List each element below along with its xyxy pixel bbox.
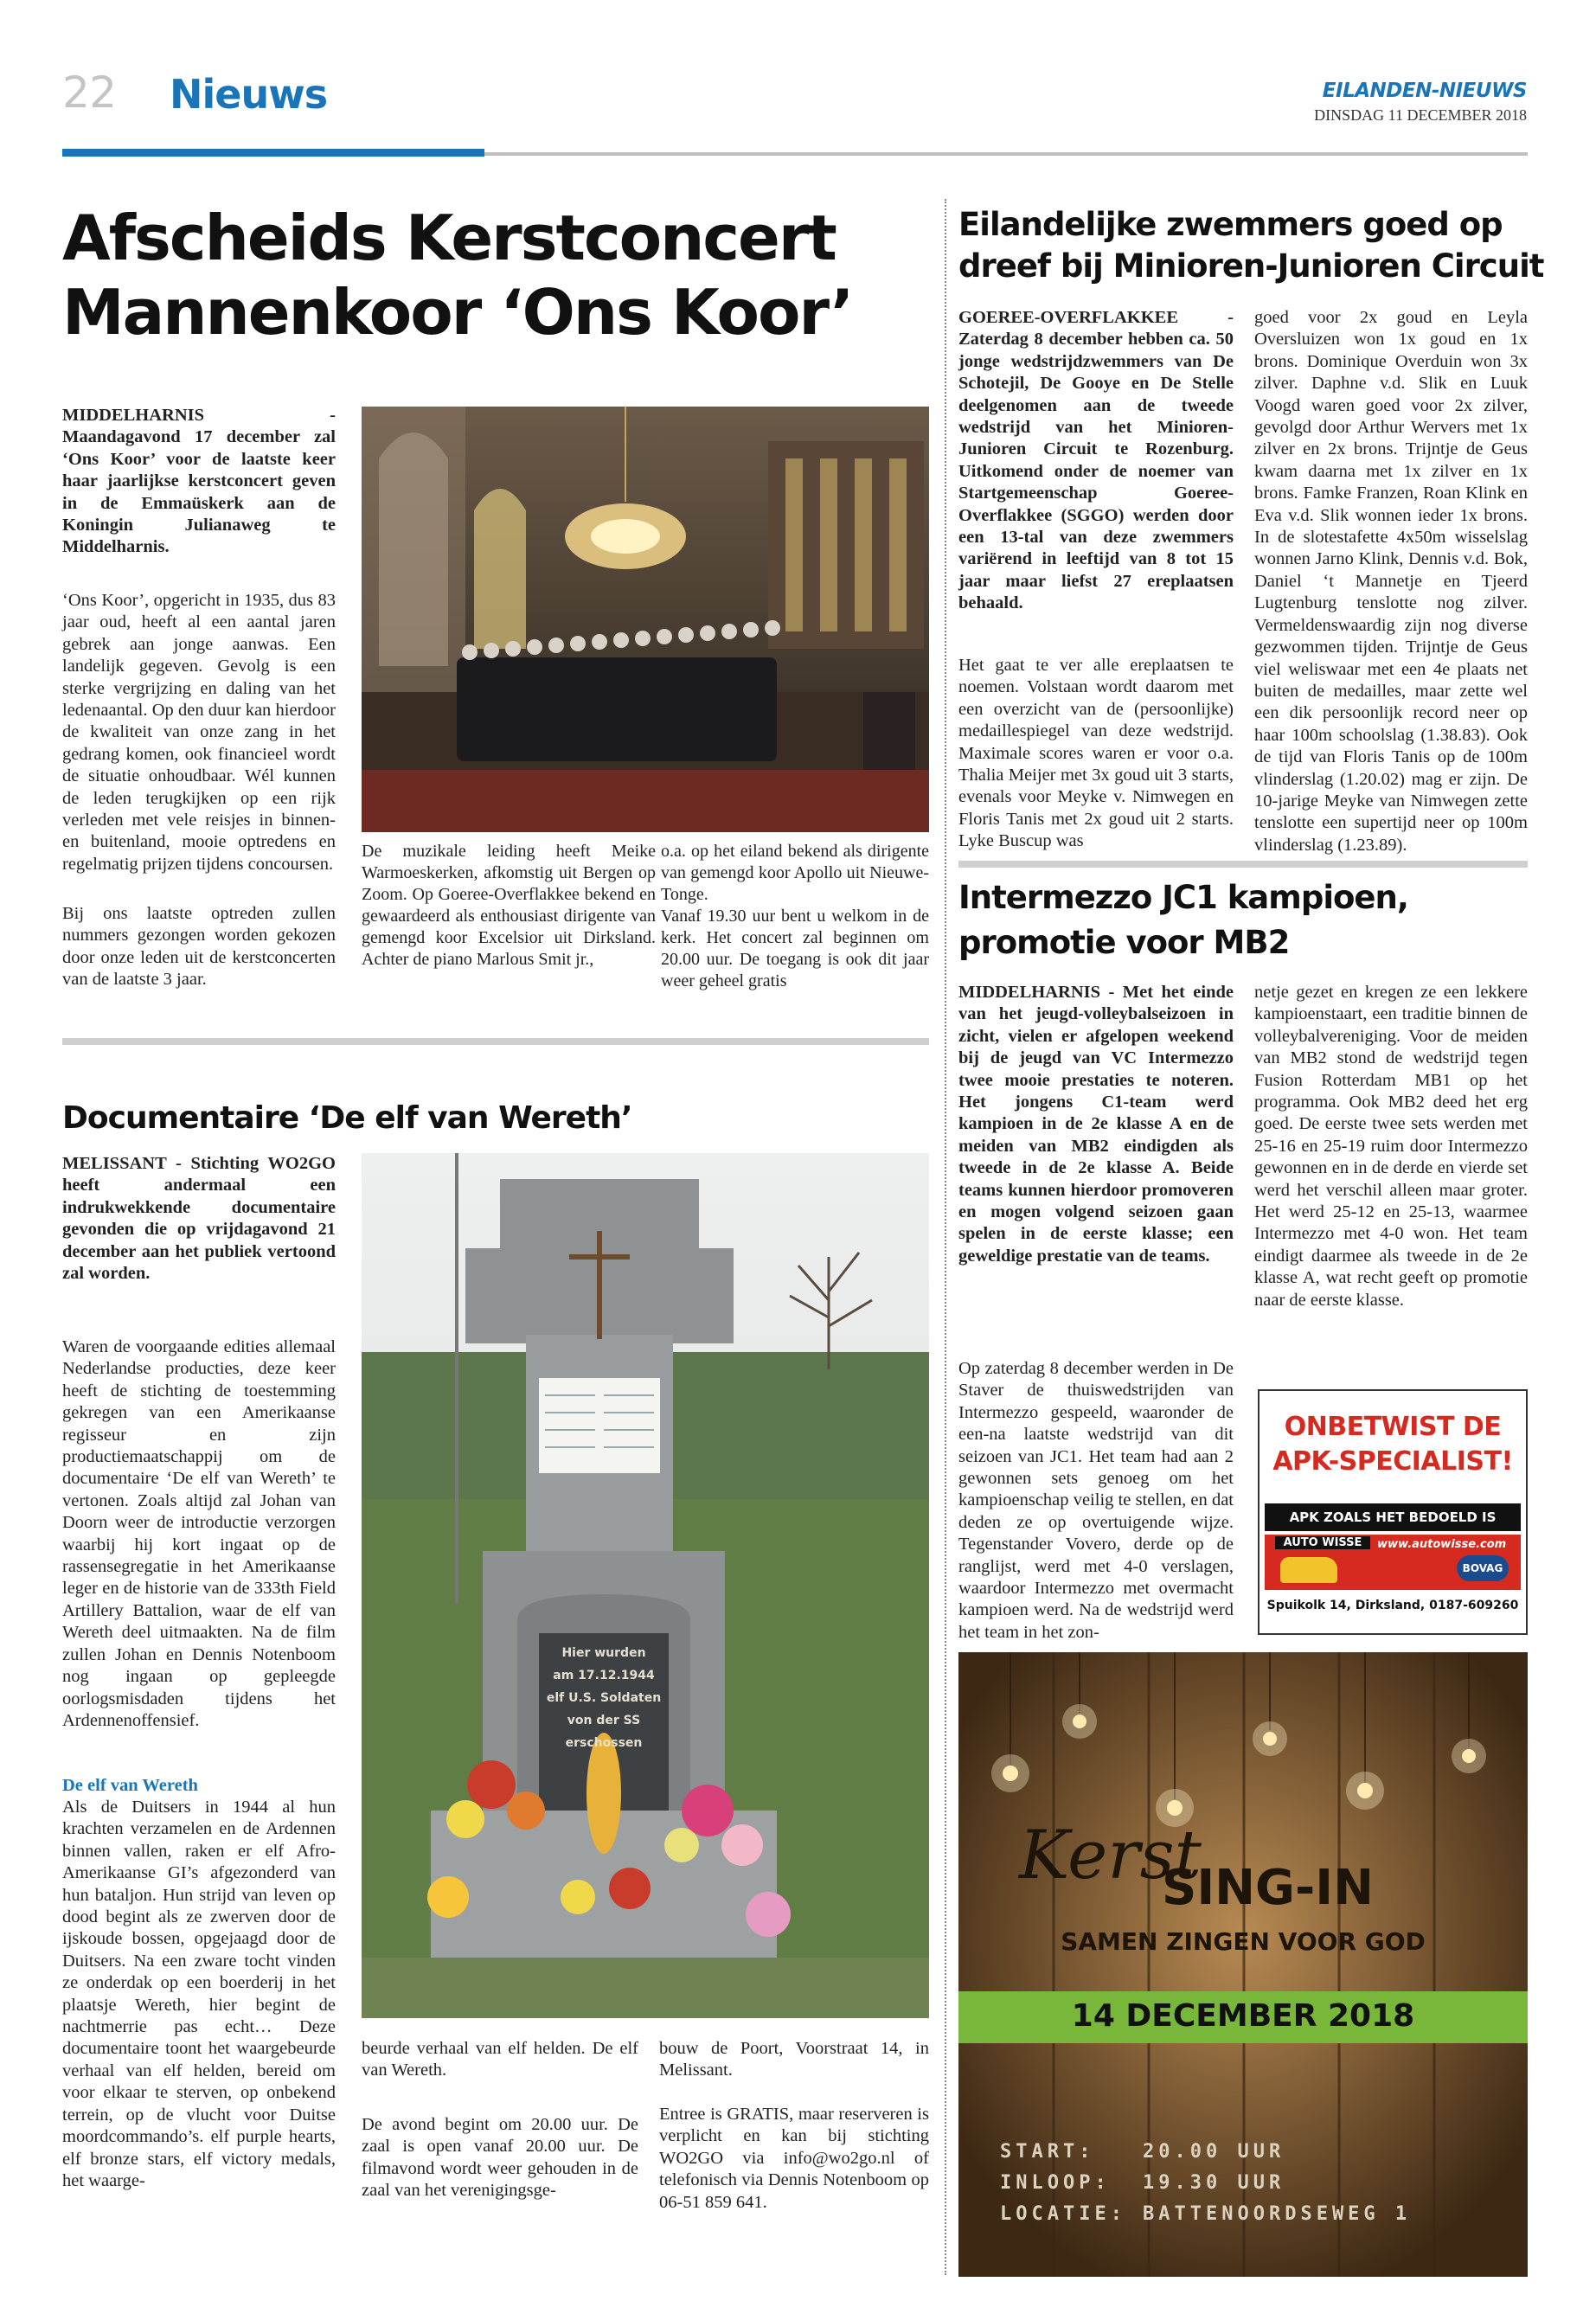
volley-lead: MIDDELHARNIS - Met het einde van het jeugd-volleybalseizoen in zicht, vielen er afgelopen weekend bij de jeugd van VC Intermezzo twee mooie prestaties te noteren. Het jongens C1-team werd kampioen in de 2e klasse A en de meiden van MB2 eindigden als tweede in de 2e klasse A. Beide teams kunnen hierdoor promoveren en mogen volgend seizoen gaan spelen in de eerste klasse; een geweldige prestatie van de teams.: [958, 983, 1234, 1266]
docu-body2: Als de Duitsers in 1944 al hun krachten verzamelen en de Ardennen binnen vallen, raken er elf Afro-Amerikaanse GI’s afgezonderd van hun bataljon. Hun strijd van leven op dood begint als ze zwerven door de ijskoude bossen, opgejaagd door de Duitsers. Na een zware tocht vinden ze onderdak op een boerderij in het plaatsje Wereth, hier begint de nachtmerrie pas echt… Deze documentaire toont het waargebeurde verhaal van elf helden, bereid om voor elkaar te sterven, op onbekend terrein, op de vlucht voor Duitse moordcommando’s. elf purple hearts, elf bronze stars, elf victory medals, het waarge-: [62, 1798, 336, 2190]
choir-photo-illustration: [362, 407, 929, 832]
apk-brand-bar: [1265, 1535, 1521, 1590]
koor-title: [62, 201, 852, 349]
plaque-line: von der SS: [567, 1714, 641, 1727]
koor-body5: Vanaf 19.30 uur bent u welkom in de kerk. Het concert zal beginnen om 20.00 uur. De toegang is ook dit jaar weer geheel gratis: [661, 907, 929, 990]
header-rule: [484, 152, 1528, 156]
monument-photo: [362, 1153, 929, 2018]
zwem-body2: goed voor 2x goud en Leyla Oversluizen won 1x goud en 1x brons. Dominique Overduin won 3x zilver. Daphne v.d. Slik en Luuk Voogd waren goed voor 2x zilver, gevolgd door Arthur Wervers met 1x zilver en 2x brons. Trijntje de Geus kwam daarna met 1x zilver en 1x brons. Famke Franzen, Roan Klink en Eva v.d. Slik wonnen ieder 1x brons. In de slotestafette 4x50m wisselslag wonnen Jarno Klink, Dennis v.d. Bok, Daniel ‘t Mannetje en Tjeerd Lugtenburg tenslotte nog zilver. Vermeldenswaardig zijn nog diverse gezwommen tijden. Trijntje de Geus viel weliswaar met een 4e plaats net buiten de medailles, maar zette wel een dik persoonlijk record neer op haar 100m schoolslag (1.38.83). Ook de tijd van Floris Tanis op de 100m vlinderslag (1.20.02) mag er zijn. De 10-jarige Meyke van Nimwegen zette tenslotte een supertijd neer op 100m vlinderslag (1.23.89).: [1254, 308, 1528, 855]
apk-brand-name: AUTO WISSE: [1275, 1536, 1370, 1549]
apk-car-icon: [1280, 1557, 1337, 1583]
zwem-lead: GOEREE-OVERFLAKKEE - Zaterdag 8 december hebben ca. 50 jonge wedstrijdzwemmers van De Schotejil, De Gooye en De Stelle deelgenomen aan de tweede wedstrijd van het Minioren-Junioren Circuit te Rozenburg. Uitkomend onder de noemer van Startgemeenschap Goeree-Overflakkee (SGGO) werden door een 13-tal van deze zwemmers variërend in leeftijd van 8 tot 15 jaar maar liefst 27 ereplaatsen behaald.: [958, 308, 1234, 613]
singin-date: 14 DECEMBER 2018: [1071, 1998, 1415, 2034]
choir-photo: [362, 407, 929, 832]
docu-title: Documentaire ‘De elf van Wereth’: [62, 1100, 632, 1136]
masthead-logo: EILANDEN-NIEUWS: [1322, 80, 1527, 102]
info-row-start: START: 20.00 UUR: [1000, 2141, 1285, 2163]
apk-headline-line1: ONBETWIST DE: [1284, 1412, 1502, 1442]
kerst-script: Kerst: [1019, 1817, 1202, 1894]
koor-title-line2: Mannenkoor ‘Ons Koor’: [62, 276, 853, 349]
apk-url[interactable]: www.autowisse.com: [1377, 1538, 1507, 1551]
monument-photo-illustration: [362, 1153, 929, 2018]
page-number: 22: [62, 67, 117, 118]
zwem-title-line2: dreef bij Minioren-Junioren Circuit: [958, 247, 1544, 285]
singin-subtitle: SAMEN ZINGEN VOOR GOD: [1061, 1927, 1426, 1956]
singin-title: SING-IN: [1162, 1860, 1374, 1916]
section-separator: [62, 1038, 929, 1045]
header-rule-accent: [62, 149, 484, 157]
section-title: Nieuws: [170, 71, 328, 118]
koor-body3: De muzikale leiding heeft Meike Warmoeskerken, afkomstig uit Bergen op Zoom. Op Goeree-Overflakkee bekend en gewaardeerd als enthousiast dirigente van gemengd koor Excelsior uit Dirksland. Achter de piano Marlous Smit jr.,: [362, 842, 656, 969]
koor-body2: Bij ons laatste optreden zullen nummers gezongen worden gekozen door onze leden uit de kerstconcerten van de laatste 3 jaar.: [62, 904, 336, 990]
info-row-locatie: LOCATIE: BATTENOORDSEWEG 1: [1000, 2203, 1412, 2225]
plaque-line: erschossen: [565, 1736, 643, 1750]
docu-body6: Entree is GRATIS, maar reserveren is verplicht en kan bij stichting WO2GO via info@wo2go.nl of telefonisch via Dennis Notenboom op 06-51 859 641.: [659, 2105, 929, 2212]
volley-title-line2: promotie voor MB2: [958, 924, 1290, 961]
issue-date: DINSDAG 11 DECEMBER 2018: [1314, 106, 1527, 124]
plaque-line: elf U.S. Soldaten: [546, 1691, 662, 1705]
docu-body3: beurde verhaal van elf helden. De elf van Wereth.: [362, 2039, 638, 2080]
koor-body1: ‘Ons Koor’, opgericht in 1935, dus 83 jaar oud, heeft al een aantal jaren gebrek aan jonge aanwas. Een landelijk gegeven. Gevolg is een sterke vergrijzing en daling van het ledenaantal. Op den duur kan hierdoor de kwaliteit van onze zang in het gedrang komen, ook financieel wordt de situatie onhoudbaar. Wél kunnen de leden terugkijken op een rijk verleden met vele reisjes in binnen- en buitenland, mooie optredens en regelmatig prijzen tijdens concoursen.: [62, 591, 336, 874]
volley-body2: netje gezet en kregen ze een lekkere kampioenstaart, een traditie binnen de volleybalvereniging. Voor de meiden van MB2 stond de wedstrijd tegen Fusion Rotterdam MB1 op het programma. Ook MB2 deed het erg goed. De eerste twee sets werden met 25-16 en 25-19 ruim door Intermezzo gewonnen en in de derde en vierde set werd het verschil alleen maar groter. Het werd 25-12 en 25-13, waarmee Intermezzo met 4-0 won. Het team eindigt daarmee als tweede in de 2e klasse A, wat recht geeft op promotie naar de eerste klasse.: [1254, 983, 1528, 1310]
plaque-line: Hier wurden: [561, 1646, 646, 1660]
volley-title-line1: Intermezzo JC1 kampioen,: [958, 879, 1408, 916]
volley-title: [958, 875, 1408, 965]
docu-lead: MELISSANT - Stichting WO2GO heeft andermaal een indrukwekkende documentaire gevonden die op vrijdagavond 21 december aan het publiek vertoond zal worden.: [62, 1154, 336, 1284]
apk-slogan-bar: APK ZOALS HET BEDOELD IS: [1265, 1503, 1521, 1531]
plaque-line: am 17.12.1944: [553, 1669, 655, 1682]
section-separator: [958, 861, 1528, 868]
column-divider: [945, 199, 946, 2275]
apk-advertisement[interactable]: [1258, 1389, 1528, 1635]
koor-title-line1: Afscheids Kerstconcert: [62, 202, 836, 274]
monument-plaque-text: [539, 1642, 669, 1754]
kerst-singin-advertisement[interactable]: [958, 1652, 1528, 2277]
koor-body4: o.a. op het eiland bekend als dirigente van gemengd koor Apollo uit Nieuwe-Tonge.: [661, 842, 929, 904]
docu-body4: De avond begint om 20.00 uur. De zaal is open vanaf 20.00 uur. De filmavond wordt weer gehouden in de zaal van het verenigingsge-: [362, 2115, 638, 2201]
bovag-badge: BOVAG: [1457, 1555, 1509, 1581]
apk-headline: [1259, 1410, 1526, 1479]
zwem-title: [958, 204, 1543, 287]
zwem-body1: Het gaat te ver alle ereplaatsen te noemen. Volstaan wordt daarom met een overzicht van de (persoonlijke) medaillespiegel van deze wedstrijd. Maximale scores waren er voor o.a. Thalia Meijer met 3x goud uit 3 starts, evenals voor Meyke v. Nimwegen en Floris Tanis met 2x goud uit 2 starts. Lyke Buscup was: [958, 656, 1234, 851]
zwem-title-line1: Eilandelijke zwemmers goed op: [958, 206, 1503, 243]
docu-body1: Waren de voorgaande edities allemaal Nederlandse producties, deze keer heeft de stichting de toestemming gekregen van een Amerikaanse regisseur en zijn productiemaatschappij om de documentaire ‘De elf van Wereth’ te vertonen. Zoals altijd zal Johan van Doorn weer de introductie verzorgen waarbij hij kort ingaat op de rassensegregatie in het Amerikaanse leger en de historie van de 333th Field Artillery Battalion, waar de elf van Wereth deel uitmaakten. Na de film zullen Johan en Dennis Notenboom nog ingaan op gepleegde oorlogsmisdaden tijdens het Ardennenoffensief.: [62, 1337, 336, 1730]
singin-info: [1000, 2137, 1502, 2230]
koor-lead: MIDDELHARNIS - Maandagavond 17 december zal ‘Ons Koor’ voor de laatste keer haar jaarlijkse kerstconcert geven in de Emmaüskerk aan de Koningin Julianaweg te Middelharnis.: [62, 406, 336, 557]
docu-body5: bouw de Poort, Voorstraat 14, in Melissant.: [659, 2039, 929, 2080]
info-row-inloop: INLOOP: 19.30 UUR: [1000, 2172, 1285, 2194]
apk-address: Spuikolk 14, Dirksland, 0187-609260: [1266, 1599, 1519, 1612]
apk-headline-line2: APK-SPECIALIST!: [1272, 1446, 1513, 1477]
volley-body1: Op zaterdag 8 december werden in De Staver de thuiswedstrijden van Intermezzo gespeeld, waaronder de een-na laatste wedstrijd van dit seizoen van JC1. Het team had aan 2 gewonnen sets genoeg om het kampioenschap veilig te stellen, en dat deden ze op overtuigende wijze. Tegenstander Vovero, derde op de ranglijst, werd met 4-0 verslagen, waardoor Intermezzo met overmacht kampioen werd. Na de wedstrijd werd het team in het zon-: [958, 1359, 1234, 1642]
docu-subhead: De elf van Wereth: [62, 1776, 198, 1795]
